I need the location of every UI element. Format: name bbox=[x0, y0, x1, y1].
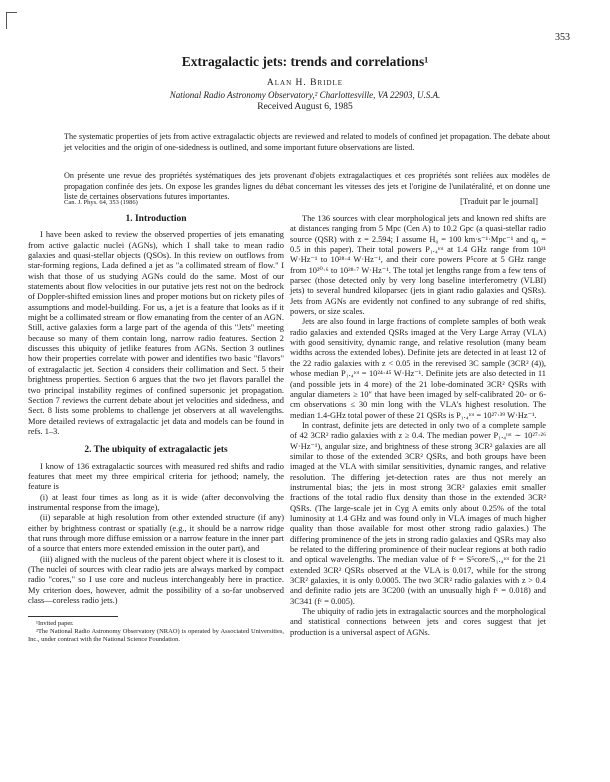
page-number: 353 bbox=[555, 32, 570, 43]
left-column bbox=[28, 214, 284, 644]
translation-note: [Traduit par le journal] bbox=[460, 196, 538, 206]
footnote: ²The National Radio Astronomy Observatory (NRAO) is operated by Associated Universities, Inc., under contract with the National Science Foundation. bbox=[28, 628, 284, 644]
abstract-english: The systematic properties of jets from active extragalactic objects are reviewed and related to models of confined jet propagation. The debate about jet velocities and the origin of one-sidedness is outlined, and some important future observations are listed. bbox=[64, 132, 550, 152]
section-heading-introduction: 1. Introduction bbox=[125, 214, 187, 224]
crop-mark bbox=[6, 12, 17, 29]
author-name: Alan H. Bridle bbox=[266, 78, 344, 88]
body-paragraph: Jets are also found in large fractions of complete samples of both weak radio galaxies and extended QSRs imaged at the Very Large Array (VLA) with good sensitivity, dynamic range, and relative resolution (many beam widths across the extended lobes). Definite jets are detected in at least 12 of the 22 radio galaxies with z < 0.05 in the rerevised 3C sample (3CR² (4)), whose median P₁.₄ᵗᵒᵗ = 10²⁴·⁴⁵ W·Hz⁻¹. Definite jets are also detected in 11 (and possible jets in 4 more) of the 21 lobe-dominated 3CR² QSRs with angular diameters ≥ 10″ that have been imaged by self-calibrated 20- or 6-cm observations ≤ 30 min long with the VLA's highest resolution. The median 1.4-GHz total power of these 21 QSRs is P₁.₄ᵗᵒᵗ = 10²⁷·³⁹ W·Hz⁻¹. bbox=[290, 317, 546, 420]
footnote: ¹Invited paper. bbox=[36, 620, 74, 628]
body-paragraph: The 136 sources with clear morphological jets and known red shifts are at distances ranging from 5 Mpc (Cen A) to 10.2 Gpc (a quasi-stellar radio source (QSR) with z = 2.594; I assume H₀ = 100 km·s⁻¹·Mpc⁻¹ and q₀ = 0.5 in this paper). Their total powers P₁.₄ᵗᵒᵗ at 1.4 GHz range from 10²¹ W·Hz⁻¹ to 10²⁸·⁴ W·Hz⁻¹, and their core powers P⁵core at 5 GHz range from 10²⁰·⁶ to 10²⁸·⁷ W·Hz⁻¹. The total jet lengths range from a few tens of parsec (those detected only by very long baseline interferometry (VLBI) jets) to several hundred kiloparsec (jets in giant radio galaxies and QSRs). Jets from AGNs are evidently not confined to any subrange of red shifts, powers, or size scales. bbox=[290, 214, 546, 317]
right-column bbox=[290, 214, 546, 638]
introduction-paragraph: I have been asked to review the observed properties of jets emanating from active galactic nuclei (AGNs), which I shall take to mean radio galaxies and quasi-stellar objects (QSOs). In this review on outflows from star-forming regions, Lada defined a jet as "a collimated stream of flow." I wish that those of us studying AGNs could do the same. Most of our statements about flow velocities in our putative jets rest not on the bedrock of Doppler-shifted emission lines and proper motions but on rickety piles of assumptions and model-building. For us, a jet is a feature that looks as if it might be a collimated stream or flow emanating from the center of an AGN. Still, active galaxies form a large part of the agenda of this "Jets" meeting because so many of them contain long, narrow radio features. Section 2 discusses this ubiquity of jetlike features from AGNs. Section 3 outlines how their properties correlate with power and identifies two basic "flavors" of extragalactic jet. Section 4 considers their collimation and Sect. 5 their brightness properties. Section 6 argues that the two jet flavors parallel the two principal instability regimes of confined supersonic jet propagation. Section 7 reviews the current debate about jet velocities and sidedness, and Sect. 8 lists some problems to challenge jet observers at all wavelengths. More detailed reviews of extragalactic jet data and models can be found in refs. 1–3. bbox=[28, 230, 284, 436]
criterion-item: (iii) aligned with the nucleus of the parent object where it is closest to it. (The nuclei of sources with clear radio jets are always marked by compact radio "cores," so I use core and nucleus interchangeably here in practice. My criterion does, however, admit the possibility of a so-far unobserved class—coreless radio jets.) bbox=[28, 554, 284, 606]
received-date: Received August 6, 1985 bbox=[257, 102, 353, 112]
body-paragraph: In contrast, definite jets are detected in only two of a complete sample of 42 3CR² radio galaxies with z ≥ 0.4. The median power P₁.₄ᵗᵒᵗ ∼ 10²⁷·²⁶ W·Hz⁻¹), angular size, and brightness of these strong 3CR² galaxies are all similar to those of the extended 3CR² QSRs, and both groups have been imaged at the VLA with similar sensitivities, dynamic ranges, and relative resolution. The differing jet-detection rates are thus not merely an instrumental bias; the jets in most strong 3CR² galaxies emit smaller fractions of the total radio flux density than those in the extended 3CR² QSRs. (The large-scale jet in Cyg A emits only about 0.25% of the total luminosity at 1.4 GHz and was found only in VLA images of much higher quality than those available for most other strong radio galaxies.) The differing prominence of the jets in strong radio galaxies and QSRs may also be related to the differing prominence of their nuclear regions at both radio and optical wavelengths. The median value of fᶜ = S⁵core/S₁.₄ᵗᵒᵗ for the 21 extended 3CR² QSRs observed at the VLA is 0.017, while for the strong 3CR² galaxies, it is only 0.0005. The two 3CR² radio galaxies with z > 0.4 and definite radio jets are 3C200 (with an unusually high fᶜ = 0.018) and 3C341 (fᶜ = 0.005). bbox=[290, 420, 546, 606]
journal-citation: Can. J. Phys. 64, 353 (1986) bbox=[64, 199, 138, 206]
criterion-item: (i) at least four times as long as it is wide (after deconvolving the instrumental response from the image), bbox=[28, 492, 284, 512]
ubiquity-paragraph: I know of 136 extragalactic sources with measured red shifts and radio features that meet my three empirical criteria for jethood; namely, the feature is bbox=[28, 461, 284, 492]
abstract-french: On présente une revue des propriétés systématiques des jets provenant d'objets extragalactiques et ces propriétés sont reliées aux modèles de propagation confinée des jets. On expose les grandes lignes du débat concernant les vitesses des jets et l'origine de l'unilatéralité, et on donne une liste de certaines observations futures importantes. bbox=[64, 171, 550, 201]
section-heading-ubiquity: 2. The ubiquity of extragalactic jets bbox=[84, 445, 228, 456]
criterion-item: (ii) separable at high resolution from other extended structure (if any) either by brightness contrast or spatially (e.g., it should be a narrow ridge that runs through more diffuse emission or a narrow feature in the inner part of a source that enters more extended emission in the outer part), and bbox=[28, 513, 284, 554]
paper-title: Extragalactic jets: trends and correlations¹ bbox=[181, 54, 429, 69]
author-affiliation: National Radio Astronomy Observatory,² Charlottesville, VA 22903, U.S.A. bbox=[169, 90, 441, 100]
body-paragraph: The ubiquity of radio jets in extragalactic sources and the morphological and statistical connections between jets and cores suggest that jet production is a universal aspect of AGNs. bbox=[290, 607, 546, 637]
